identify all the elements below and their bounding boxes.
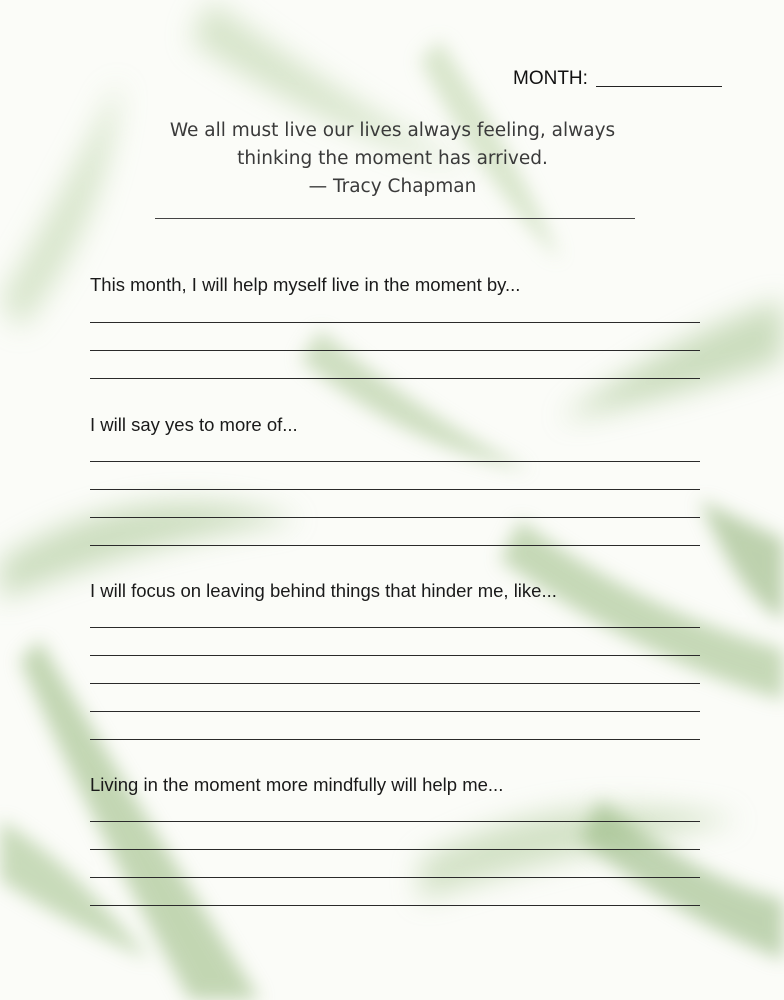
quote-attribution: — Tracy Chapman xyxy=(308,176,477,197)
prompt-leave-behind: I will focus on leaving behind things that hinder me, like... xyxy=(90,580,557,601)
month-field xyxy=(513,68,722,90)
writing-line[interactable] xyxy=(90,711,700,712)
writing-line[interactable] xyxy=(90,683,700,684)
writing-line[interactable] xyxy=(90,905,700,906)
writing-line[interactable] xyxy=(90,627,700,628)
writing-line[interactable] xyxy=(90,461,700,462)
writing-line[interactable] xyxy=(90,821,700,822)
writing-line[interactable] xyxy=(90,350,700,351)
month-blank-line[interactable] xyxy=(596,85,722,87)
prompt-say-yes: I will say yes to more of... xyxy=(90,414,298,435)
prompt-live-in-moment: This month, I will help myself live in the moment by... xyxy=(90,274,521,295)
writing-line[interactable] xyxy=(90,877,700,878)
quote-line-2: thinking the moment has arrived. xyxy=(237,148,548,169)
writing-line[interactable] xyxy=(90,489,700,490)
writing-line[interactable] xyxy=(90,655,700,656)
quote-block xyxy=(130,117,655,201)
writing-line[interactable] xyxy=(90,739,700,740)
month-label: MONTH: xyxy=(513,68,588,89)
quote-divider xyxy=(155,218,635,219)
quote-line-1: We all must live our lives always feeling, always xyxy=(169,120,616,141)
writing-line[interactable] xyxy=(90,378,700,379)
writing-line[interactable] xyxy=(90,545,700,546)
writing-line[interactable] xyxy=(90,322,700,323)
prompt-mindfully-help: Living in the moment more mindfully will help me... xyxy=(90,774,504,795)
writing-line[interactable] xyxy=(90,517,700,518)
writing-line[interactable] xyxy=(90,849,700,850)
